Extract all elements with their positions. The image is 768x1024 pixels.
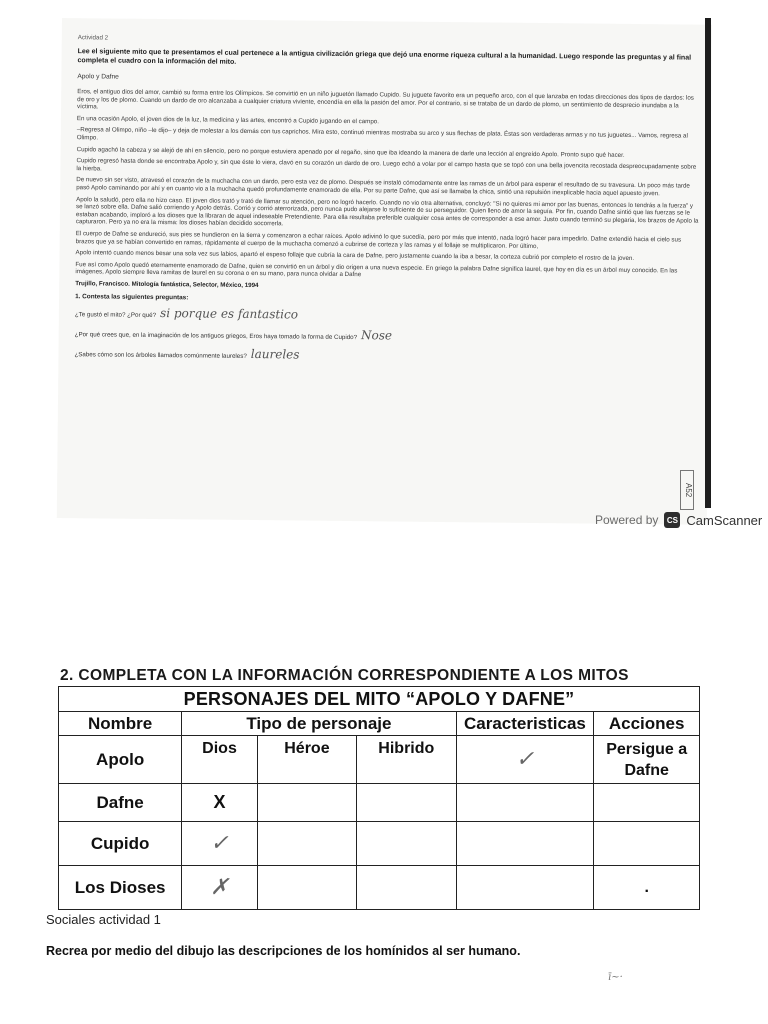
scan-border: [705, 18, 711, 508]
header-acciones: Acciones: [594, 712, 700, 736]
cell-dios: ✗: [182, 866, 257, 910]
cell-hibrido: [357, 784, 456, 822]
cell-acciones: Persigue a Dafne: [594, 736, 700, 784]
section-heading: 2. COMPLETA CON LA INFORMACIÓN CORRESPONDIENTE A LOS MITOS: [60, 667, 629, 684]
header-nombre: Nombre: [59, 712, 182, 736]
myth-paragraph: De nuevo sin ser visto, atravesó el corazón de la muchacha con un dardo, pero esta vez de plomo. Después se instaló cómodamente entre las ramas de un árbol para esperar el resultado de su travesura. Un poco más tarde pasó Apolo caminando por ahí y en cuanto vio a la muchacha quedó profundamente enamorado de ella. Por su parte Dafne, que así se llamaba la chica, sintió una repulsión inexplicable hacia aquel apuesto joven.: [76, 176, 690, 198]
myth-paragraph: El cuerpo de Dafne se endureció, sus pies se hundieron en la tierra y comenzaron a echar raíces. Apolo adivinó lo que sucedía, pero por más que intentó, nada logró hacer para impedirlo. Dafne extendió hacia el cielo sus brazos que ya se habían convertido en ramas, rápidamente el cuerpo de la muchacha comenzó a cubrirse de corteza y las ramas y el follaje se multiplicaron. Por último,: [75, 230, 682, 250]
myth-paragraph: Eros, el antiguo dios del amor, cambió su forma entre los Olímpicos. Se convirtió en un niño juguetón llamado Cupido. Su juguete favorito era un pequeño arco, con el que lanzaba en todas direcciones dos tipos de dardos: los de oro y los de plomo. Cuando un dardo de oro alcanzaba a cualquier criatura viviente, encendía en ella la pasión del amor. Por el contrario, si se trataba de un dardo de plomo, un sentimiento de desprecio inundaba a la víctima.: [77, 88, 694, 111]
cell-heroe: [257, 866, 356, 910]
camscanner-logo-icon: CS: [664, 512, 680, 528]
handwritten-answer: si porque es fantastico: [160, 305, 299, 322]
question-text: ¿Por qué crees que, en la imaginación de los antiguos griegos, Eros haya tomado la forma de Cupido?: [74, 331, 358, 341]
cell-acciones: [594, 822, 700, 866]
question-text: ¿Sabes cómo son los árboles llamados comúnmente laureles?: [74, 351, 247, 360]
camscanner-brand: CamScanner: [686, 512, 763, 528]
cell-acciones: .: [594, 866, 700, 910]
cell-heroe: [257, 822, 356, 866]
handwritten-answer: laureles: [250, 346, 300, 362]
cell-caracteristicas: [456, 866, 594, 910]
myth-paragraph: Apolo la saludó, pero ella no hizo caso. El joven dios trató y trató de llamar su atención, pero no logró hacerlo. Cuando no vio otra alternativa, concluyó: "Si no quieres mi amor por las buenas, entonces lo tendrás a la fuerza" y se lanzó sobre ella. Dafne salió corriendo y Apolo detrás. Corrió y corrió aterrorizada, pero nunca pudo alejarse lo suficiente de su perseguidor. Quien lleno de amor la seguía. Por fin, cuando Dafne sintió que las fuerzas se le estaban acabando, imploró a los dioses que la libraran de aquel indeseable Pretendiente. Para ella resultaba preferible cualquier cosa antes de corresponder a ese amor. Justo cuando terminó su plegaria, los brazos de Apolo la capturaron. Pero ya no era la misma: los dioses habían decidido socorrerla.: [75, 195, 699, 228]
activity-label: Actividad 2: [77, 34, 109, 42]
cell-hibrido: [357, 822, 456, 866]
question-item: [74, 345, 708, 366]
subheader-dios: Dios: [182, 736, 257, 784]
myth-paragraph: Fue así como Apolo quedó eternamente enamorado de Dafne, quien se convirtió en un árbol y dio origen a una nueva especie. En griego la palabra Dafne significa laurel, que hoy en día es un árbol muy conocido. En las imágenes, Apolo siempre lleva ramitas de laurel en su corona o en su mano, para nunca olvidar a Dafne: [75, 260, 678, 279]
table-title: PERSONAJES DEL MITO “APOLO Y DAFNE”: [59, 687, 700, 712]
myth-paragraph: En una ocasión Apolo, el joven dios de la luz, la medicina y las artes, encontró a Cupido jugando en el campo.: [76, 114, 379, 126]
camscanner-watermark: [595, 512, 762, 528]
cell-caracteristicas: [456, 784, 594, 822]
question-text: ¿Te gustó el mito? ¿Por qué?: [74, 311, 157, 319]
cell-hibrido: [357, 866, 456, 910]
subheader-hibrido: Hibrido: [357, 736, 456, 784]
scanned-page: [57, 18, 712, 525]
powered-by-text: Powered by: [595, 513, 659, 527]
pencil-scribble: ī~·: [608, 972, 623, 983]
cell-caracteristicas: ✓: [456, 736, 594, 784]
questions-heading: 1. Contesta las siguientes preguntas:: [75, 293, 189, 302]
myth-paragraph: –Regresa al Olimpo, niño –le dijo– y deja de molestar a los demás con tus caprichos. Mira esto, continuó mientras mostraba su arco y sus flechas de plata. Éstas son verdaderas armas y no tus juguetes... Vamos, regresa al Olimpo.: [76, 126, 688, 142]
header-tipo: Tipo de personaje: [182, 712, 456, 736]
cell-name: Cupido: [59, 822, 182, 866]
myth-paragraph: Cupido agachó la cabeza y se alejó de ahí en silencio, pero no porque estuviera apenado por el regaño, sino que iba ideando la manera de darle una lección al engreído Apolo. Pronto supo qué hacer.: [76, 145, 625, 159]
header-caracteristicas: Caracteristicas: [456, 712, 594, 736]
characters-table: [58, 686, 700, 910]
handwritten-answer: Nose: [361, 328, 393, 343]
page-stamp: A52: [680, 470, 694, 510]
cell-heroe: [257, 784, 356, 822]
cell-name: Apolo: [59, 736, 182, 784]
cell-name: Los Dioses: [59, 866, 182, 910]
cell-name: Dafne: [59, 784, 182, 822]
sociales-label: Sociales actividad 1: [46, 912, 161, 927]
myth-title: Apolo y Dafne: [77, 73, 119, 81]
subheader-heroe: Héroe: [257, 736, 356, 784]
recrea-instruction: Recrea por medio del dibujo las descripciones de los homínidos al ser humano.: [46, 944, 521, 958]
cell-acciones: [594, 784, 700, 822]
myth-paragraph: Apolo intentó cuando menos besar una sola vez sus labios, apartó el espeso follaje que cubría la cara de Dafne, pero justamente cuando la iba a besar, la corteza cubrió por completo el rostro de la joven.: [75, 249, 635, 263]
cell-dios: X: [182, 784, 257, 822]
cell-dios: ✓: [182, 822, 257, 866]
source-credit: Trujillo, Francisco. Mitología fantástica, Selector, México, 1994: [75, 280, 259, 289]
instructions-text: Lee el siguiente mito que te presentamos el cual pertenece a la antigua civilización griega que dejó una enorme riqueza cultural a la humanidad. Luego responde las preguntas y al final completa el cuadro con la información del mito.: [77, 48, 692, 66]
question-item: [75, 305, 709, 326]
myth-paragraph: Cupido regresó hasta donde se encontraba Apolo y, sin que éste lo viera, clavó en su corazón un dardo de oro. Luego echó a volar por el campo hasta que se topó con una bella jovencita recostada despreocupadamente sobre la hierba.: [76, 157, 697, 173]
cell-caracteristicas: [456, 822, 594, 866]
question-item: [75, 325, 709, 346]
